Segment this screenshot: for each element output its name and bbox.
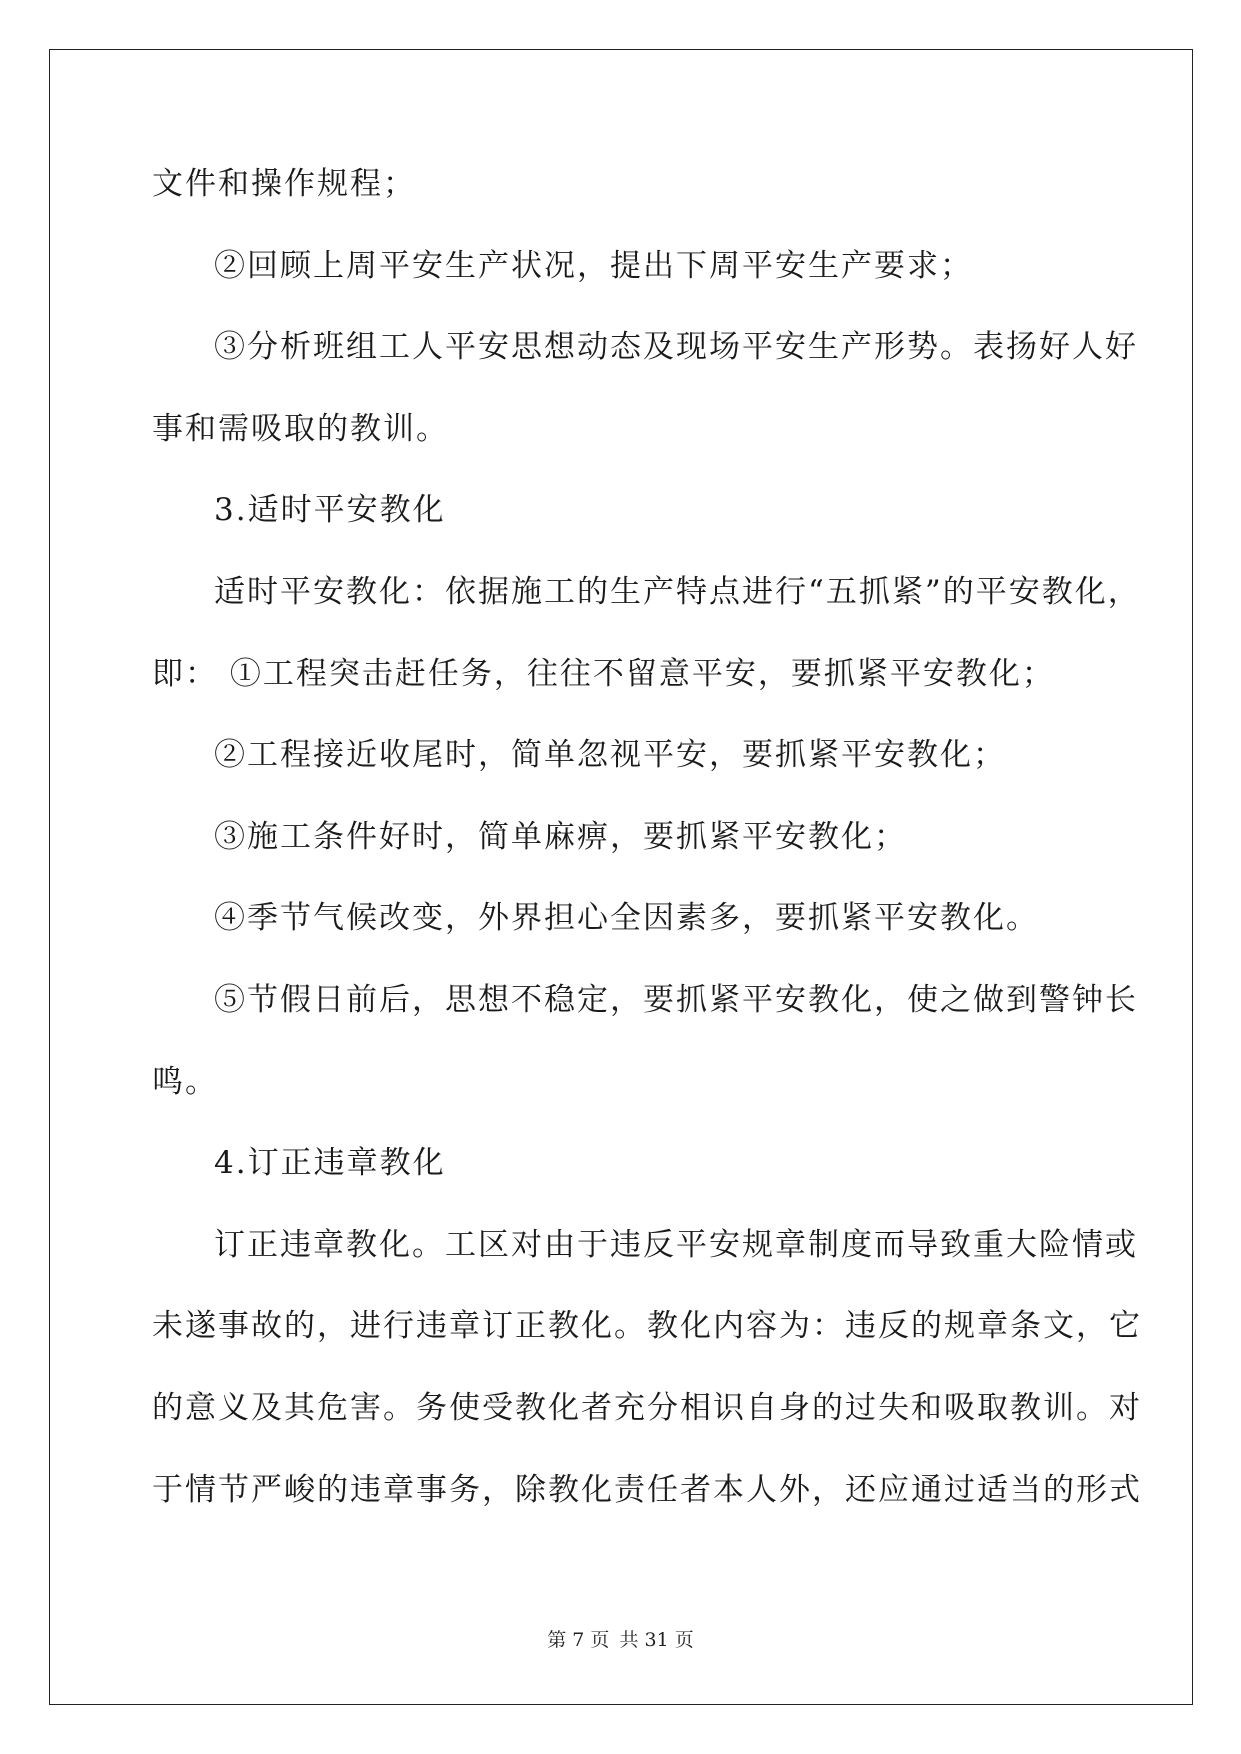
text-line: 订正违章教化。工区对由于违反平安规章制度而导致重大险情或: [214, 1226, 1138, 1263]
text-line: ④季节气候改变，外界担心全因素多，要抓紧平安教化。: [214, 900, 1039, 937]
text-line: 鸣。: [152, 1063, 218, 1100]
text-line: 文件和操作规程；: [152, 166, 416, 202]
section-heading: 4.订正违章教化: [214, 1145, 446, 1182]
text-line: ②回顾上周平安生产状况，提出下周平安生产要求；: [214, 247, 973, 284]
text-line: 适时平安教化：依据施工的生产特点进行“五抓紧”的平安教化，: [214, 573, 1141, 610]
page-footer: [0, 1625, 1241, 1652]
page-number: 第 7 页: [547, 1629, 610, 1651]
text-line: ③施工条件好时，简单麻痹，要抓紧平安教化；: [214, 818, 907, 855]
text-line: ③分析班组工人平安思想动态及现场平安生产形势。表扬好人好: [214, 329, 1138, 366]
text-line: ⑤节假日前后，思想不稳定，要抓紧平安教化，使之做到警钟长: [214, 981, 1138, 1018]
text-line: 于情节严峻的违章事务，除教化责任者本人外，还应通过适当的形式: [152, 1471, 1142, 1508]
document-body: [152, 160, 1142, 1547]
text-line: 的意义及其危害。务使受教化者充分相识自身的过失和吸取教训。对: [152, 1389, 1142, 1426]
page-total: 共 31 页: [619, 1629, 694, 1651]
section-heading: 3.适时平安教化: [214, 492, 446, 529]
text-line: 未遂事故的，进行违章订正教化。教化内容为：违反的规章条文，它: [152, 1308, 1142, 1345]
text-line: 即： ①工程突击赶任务，往往不留意平安，要抓紧平安教化；: [152, 655, 1055, 692]
text-line: 事和需吸取的教训。: [152, 410, 449, 447]
text-line: ②工程接近收尾时，简单忽视平安，要抓紧平安教化；: [214, 737, 1006, 774]
